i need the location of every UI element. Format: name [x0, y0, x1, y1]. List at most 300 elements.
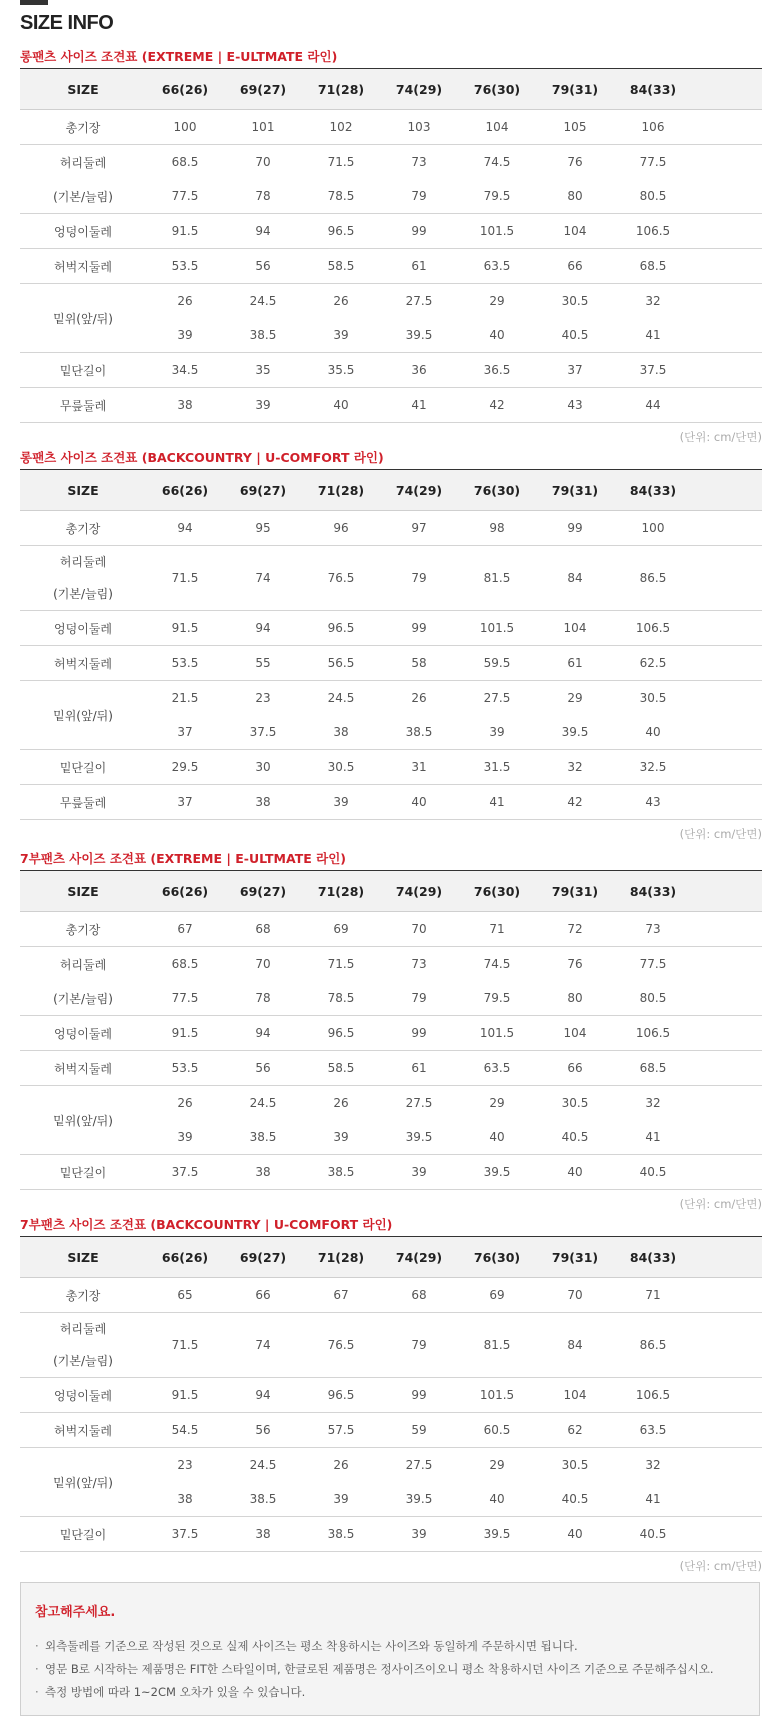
- table-row: [20, 1378, 762, 1413]
- table-cell: 32: [536, 750, 614, 785]
- table-cell: 58.5: [302, 249, 380, 284]
- table-cell: 80: [536, 981, 614, 1016]
- row-label: (기본/늘림): [20, 981, 146, 1016]
- table-cell: 59: [380, 1413, 458, 1448]
- table-cell: 91.5: [146, 214, 224, 249]
- table-row: [20, 912, 762, 947]
- table-cell: 91.5: [146, 611, 224, 646]
- table-cell: 99: [380, 611, 458, 646]
- table-cell: 24.5: [249, 1458, 277, 1472]
- table-cell: 26: [333, 294, 349, 308]
- table-header-row: [20, 470, 762, 511]
- column-header: SIZE: [20, 1237, 146, 1278]
- table-cell: 41: [614, 1120, 692, 1155]
- table-cell: 38: [146, 1482, 224, 1517]
- table-cell: 26: [333, 1096, 349, 1110]
- row-label: 총기장: [20, 110, 146, 145]
- row-label: 밑단길이: [20, 1155, 146, 1190]
- table-cell: 40: [380, 785, 458, 820]
- table-cell: 39: [380, 1517, 458, 1552]
- column-header: 71(28): [302, 69, 380, 110]
- page-title: SIZE INFO: [20, 12, 114, 34]
- table-row: [20, 511, 762, 546]
- table-cell: 73: [614, 912, 692, 947]
- table-cell: 96.5: [302, 1016, 380, 1051]
- table-cell: 80.5: [614, 179, 692, 214]
- row-label: 무릎둘레: [20, 785, 146, 820]
- table-cell: 101.5: [458, 611, 536, 646]
- notes-list: [35, 1635, 714, 1704]
- table-header-row: [20, 1237, 762, 1278]
- table-cell: 103: [380, 110, 458, 145]
- table-row: [20, 1086, 762, 1121]
- table-cell: 101: [224, 110, 302, 145]
- table-cell: 43: [536, 388, 614, 423]
- column-header: 84(33): [614, 1237, 692, 1278]
- table-cell: 68: [224, 912, 302, 947]
- column-header: 84(33): [614, 470, 692, 511]
- table-cell: 101.5: [458, 1016, 536, 1051]
- table-cell: 76.5: [302, 1313, 380, 1378]
- table-cell: 39: [302, 318, 380, 353]
- row-label: 밑위(앞/뒤): [20, 1448, 146, 1517]
- row-label: 총기장: [20, 511, 146, 546]
- column-header: 71(28): [302, 470, 380, 511]
- table-cell: 61: [380, 1051, 458, 1086]
- row-label: (기본/늘림): [20, 179, 146, 214]
- table-cell: 79: [380, 1313, 458, 1378]
- table-cell: 79: [380, 546, 458, 611]
- column-header-spacer: [692, 470, 762, 511]
- table-cell: 60.5: [458, 1413, 536, 1448]
- table-cell: 84: [536, 1313, 614, 1378]
- table-cell: 74.5: [483, 957, 511, 971]
- table-cell: 68.5: [614, 249, 692, 284]
- table-cell: 73: [411, 957, 427, 971]
- row-label: 밑위(앞/뒤): [20, 1086, 146, 1155]
- table-row: [20, 388, 762, 423]
- table-cell: 38.5: [302, 1517, 380, 1552]
- table-cell: 40.5: [614, 1517, 692, 1552]
- table-row: [20, 1517, 762, 1552]
- note-item: · 측정 방법에 따라 1~2CM 오차가 있을 수 있습니다.: [35, 1685, 306, 1699]
- column-header: SIZE: [20, 871, 146, 912]
- table-cell: 94: [224, 1016, 302, 1051]
- table-cell: 36.5: [458, 353, 536, 388]
- table-cell: 91.5: [146, 1378, 224, 1413]
- table-cell: 84: [536, 546, 614, 611]
- table-cell: 37.5: [146, 1517, 224, 1552]
- table-cell: 39.5: [458, 1155, 536, 1190]
- table-cell: 104: [458, 110, 536, 145]
- table-cell: 30.5: [302, 750, 380, 785]
- table-cell: 100: [146, 110, 224, 145]
- table-cell: 39: [146, 318, 224, 353]
- note-item: · 외측둘레를 기준으로 작성된 것으로 실제 사이즈는 평소 착용하시는 사이즈와 동일하게 주문하시면 됩니다.: [35, 1639, 578, 1653]
- table-cell: 71: [614, 1278, 692, 1313]
- row-label: 허리둘레 (기본/늘림): [20, 1313, 146, 1378]
- table-row: [20, 110, 762, 145]
- table-cell: 66: [536, 249, 614, 284]
- table-row: [20, 646, 762, 681]
- column-header: 66(26): [146, 470, 224, 511]
- table-cell: 32: [645, 294, 661, 308]
- table-cell: 69: [302, 912, 380, 947]
- table-cell: 56: [224, 1413, 302, 1448]
- table-row: [20, 1448, 762, 1483]
- table-cell: 40: [536, 1155, 614, 1190]
- size-table: [20, 870, 762, 1190]
- table-cell: 37.5: [146, 1155, 224, 1190]
- table-cell: 26: [177, 294, 193, 308]
- unit-label: (단위: cm/단면): [679, 430, 762, 444]
- table-cell: 81.5: [458, 546, 536, 611]
- table-cell: 71: [458, 912, 536, 947]
- table-row: [20, 785, 762, 820]
- column-header: SIZE: [20, 69, 146, 110]
- table-cell: 71.5: [327, 957, 355, 971]
- table-cell: 76: [567, 155, 583, 169]
- table-cell: 101.5: [458, 214, 536, 249]
- table-cell: 30.5: [639, 691, 667, 705]
- table-cell: 37: [146, 785, 224, 820]
- table-cell: 68.5: [614, 1051, 692, 1086]
- table-cell: 78: [224, 981, 302, 1016]
- table-cell: 24.5: [249, 1096, 277, 1110]
- table-cell: 42: [458, 388, 536, 423]
- table-cell: 77.5: [639, 155, 667, 169]
- table-cell: 27.5: [405, 1458, 433, 1472]
- row-label: 허벅지둘레: [20, 1413, 146, 1448]
- table-cell: 21.5: [171, 691, 199, 705]
- table-cell: 30.5: [561, 1096, 589, 1110]
- table-cell: 69: [458, 1278, 536, 1313]
- column-header: 79(31): [536, 871, 614, 912]
- table-cell: 27.5: [483, 691, 511, 705]
- table-cell: 38.5: [380, 715, 458, 750]
- row-label: 허벅지둘레: [20, 1051, 146, 1086]
- table-cell: 39.5: [380, 318, 458, 353]
- table-row: [20, 1155, 762, 1190]
- row-label: 밑위(앞/뒤): [20, 681, 146, 750]
- table-cell: 99: [380, 214, 458, 249]
- header-accent-bar: [20, 0, 48, 5]
- table-cell: 67: [146, 912, 224, 947]
- column-header: 71(28): [302, 1237, 380, 1278]
- table-cell: 70: [536, 1278, 614, 1313]
- table-cell: 68.5: [171, 155, 199, 169]
- table-cell: 70: [255, 155, 271, 169]
- table-cell: 29: [489, 1096, 505, 1110]
- column-header: 74(29): [380, 1237, 458, 1278]
- table-cell: 39.5: [458, 1517, 536, 1552]
- table-cell: 79: [380, 179, 458, 214]
- table-cell: 58.5: [302, 1051, 380, 1086]
- column-header: 69(27): [224, 470, 302, 511]
- table-cell: 71.5: [146, 1313, 224, 1378]
- table-cell: 99: [380, 1378, 458, 1413]
- table-cell: 62.5: [614, 646, 692, 681]
- row-label: 엉덩이둘레: [20, 611, 146, 646]
- row-label: 밑단길이: [20, 750, 146, 785]
- table-cell: 37.5: [614, 353, 692, 388]
- column-header: 79(31): [536, 69, 614, 110]
- table-cell: 27.5: [405, 294, 433, 308]
- column-header: 74(29): [380, 871, 458, 912]
- column-header-spacer: [692, 871, 762, 912]
- table-row: [20, 1313, 762, 1378]
- row-label: 허리둘레 (기본/늘림): [20, 546, 146, 611]
- table-cell: 23: [255, 691, 271, 705]
- table-cell: 76.5: [302, 546, 380, 611]
- table-cell: 29: [489, 1458, 505, 1472]
- table-cell: 30.5: [561, 294, 589, 308]
- table-cell: 101.5: [458, 1378, 536, 1413]
- table-cell: 63.5: [458, 1051, 536, 1086]
- table-cell: 26: [333, 1458, 349, 1472]
- table-cell: 38: [224, 1155, 302, 1190]
- table-cell: 78.5: [302, 179, 380, 214]
- table-cell: 61: [380, 249, 458, 284]
- table-cell: 79: [380, 981, 458, 1016]
- table-cell: 40.5: [536, 1482, 614, 1517]
- table-cell: 98: [458, 511, 536, 546]
- table-cell: 68: [380, 1278, 458, 1313]
- table-cell: 40.5: [536, 318, 614, 353]
- column-header-spacer: [692, 1237, 762, 1278]
- column-header: 66(26): [146, 871, 224, 912]
- table-cell: 80.5: [614, 981, 692, 1016]
- table-cell: 79.5: [458, 981, 536, 1016]
- column-header: 79(31): [536, 1237, 614, 1278]
- column-header: 84(33): [614, 69, 692, 110]
- table-cell: 104: [536, 611, 614, 646]
- table-cell: 104: [536, 1016, 614, 1051]
- table-cell: 56: [224, 1051, 302, 1086]
- table-cell: 38: [224, 785, 302, 820]
- table-cell: 74: [224, 1313, 302, 1378]
- table-cell: 77.5: [146, 179, 224, 214]
- table-cell: 105: [536, 110, 614, 145]
- table-cell: 37: [536, 353, 614, 388]
- table-cell: 40.5: [614, 1155, 692, 1190]
- table-cell: 34.5: [146, 353, 224, 388]
- table-cell: 35: [224, 353, 302, 388]
- row-label: 총기장: [20, 1278, 146, 1313]
- table-row: [20, 214, 762, 249]
- table-cell: 68.5: [171, 957, 199, 971]
- table-cell: 39: [302, 1482, 380, 1517]
- table-cell: 74.5: [483, 155, 511, 169]
- table-cell: 37.5: [224, 715, 302, 750]
- table-cell: 96.5: [302, 1378, 380, 1413]
- size-table-title: 롱팬츠 사이즈 조견표 (EXTREME | E-ULTMATE 라인): [20, 49, 338, 64]
- table-row: [20, 284, 762, 319]
- table-cell: 78.5: [302, 981, 380, 1016]
- table-cell: 35.5: [302, 353, 380, 388]
- table-cell: 86.5: [614, 546, 692, 611]
- table-cell: 56: [224, 249, 302, 284]
- table-row: [20, 353, 762, 388]
- column-header: 76(30): [458, 871, 536, 912]
- table-row: [20, 947, 762, 982]
- table-cell: 61: [536, 646, 614, 681]
- row-label: 밑단길이: [20, 353, 146, 388]
- table-cell: 99: [536, 511, 614, 546]
- unit-label: (단위: cm/단면): [679, 1197, 762, 1211]
- table-row: [20, 249, 762, 284]
- table-cell: 65: [146, 1278, 224, 1313]
- table-cell: 77.5: [146, 981, 224, 1016]
- table-cell: 39.5: [380, 1120, 458, 1155]
- table-cell: 39: [146, 1120, 224, 1155]
- table-cell: 91.5: [146, 1016, 224, 1051]
- table-cell: 73: [411, 155, 427, 169]
- table-cell: 39: [224, 388, 302, 423]
- column-header: 84(33): [614, 871, 692, 912]
- table-cell: 106: [614, 110, 692, 145]
- column-header: 74(29): [380, 69, 458, 110]
- table-cell: 41: [614, 1482, 692, 1517]
- row-label: 무릎둘레: [20, 388, 146, 423]
- column-header: 74(29): [380, 470, 458, 511]
- table-cell: 79.5: [458, 179, 536, 214]
- table-cell: 40: [458, 1482, 536, 1517]
- table-cell: 40: [458, 1120, 536, 1155]
- table-cell: 102: [302, 110, 380, 145]
- size-table: [20, 469, 762, 820]
- table-cell: 94: [224, 1378, 302, 1413]
- table-row: [20, 750, 762, 785]
- column-header: 79(31): [536, 470, 614, 511]
- table-cell: 38.5: [224, 1120, 302, 1155]
- column-header: SIZE: [20, 470, 146, 511]
- table-cell: 95: [224, 511, 302, 546]
- notes-title: 참고해주세요.: [35, 1605, 116, 1620]
- table-cell: 53.5: [146, 249, 224, 284]
- column-header: 76(30): [458, 1237, 536, 1278]
- table-cell: 70: [255, 957, 271, 971]
- table-cell: 106.5: [614, 1378, 692, 1413]
- table-cell: 40: [458, 318, 536, 353]
- table-cell: 40: [614, 715, 692, 750]
- table-cell: 39: [302, 785, 380, 820]
- table-row: [20, 1413, 762, 1448]
- table-cell: 42: [536, 785, 614, 820]
- table-cell: 99: [380, 1016, 458, 1051]
- unit-label: (단위: cm/단면): [679, 1559, 762, 1573]
- row-label: 엉덩이둘레: [20, 1016, 146, 1051]
- table-cell: 24.5: [327, 691, 355, 705]
- table-cell: 55: [224, 646, 302, 681]
- table-cell: 39: [380, 1155, 458, 1190]
- table-cell: 41: [614, 318, 692, 353]
- table-cell: 31.5: [458, 750, 536, 785]
- table-cell: 74: [224, 546, 302, 611]
- table-row: [20, 1016, 762, 1051]
- table-cell: 66: [536, 1051, 614, 1086]
- table-cell: 26: [177, 1096, 193, 1110]
- table-cell: 30: [224, 750, 302, 785]
- table-row: [20, 611, 762, 646]
- table-cell: 63.5: [458, 249, 536, 284]
- table-cell: 32: [645, 1096, 661, 1110]
- table-cell: 41: [380, 388, 458, 423]
- table-cell: 41: [458, 785, 536, 820]
- table-cell: 63.5: [614, 1413, 692, 1448]
- table-cell: 59.5: [458, 646, 536, 681]
- table-cell: 106.5: [614, 611, 692, 646]
- table-cell: 96.5: [302, 214, 380, 249]
- table-cell: 81.5: [458, 1313, 536, 1378]
- size-table: [20, 1236, 762, 1552]
- unit-label: (단위: cm/단면): [679, 827, 762, 841]
- table-cell: 39.5: [536, 715, 614, 750]
- row-label: 엉덩이둘레: [20, 1378, 146, 1413]
- table-cell: 39.5: [380, 1482, 458, 1517]
- table-row: [20, 179, 762, 214]
- row-label: 허벅지둘레: [20, 249, 146, 284]
- table-cell: 31: [380, 750, 458, 785]
- table-row: [20, 1051, 762, 1086]
- size-table: [20, 68, 762, 423]
- table-cell: 32.5: [614, 750, 692, 785]
- table-cell: 104: [536, 214, 614, 249]
- row-label: 엉덩이둘레: [20, 214, 146, 249]
- table-cell: 57.5: [302, 1413, 380, 1448]
- table-cell: 29.5: [146, 750, 224, 785]
- table-cell: 43: [614, 785, 692, 820]
- table-cell: 71.5: [327, 155, 355, 169]
- table-cell: 76: [567, 957, 583, 971]
- table-cell: 77.5: [639, 957, 667, 971]
- size-table-title: 7부팬츠 사이즈 조견표 (EXTREME | E-ULTMATE 라인): [20, 851, 346, 866]
- column-header: 76(30): [458, 69, 536, 110]
- table-cell: 27.5: [405, 1096, 433, 1110]
- table-cell: 38: [224, 1517, 302, 1552]
- table-cell: 38: [302, 715, 380, 750]
- table-cell: 44: [614, 388, 692, 423]
- notes-box: [20, 1582, 760, 1716]
- column-header: 66(26): [146, 1237, 224, 1278]
- table-cell: 96: [302, 511, 380, 546]
- column-header: 76(30): [458, 470, 536, 511]
- table-cell: 37: [146, 715, 224, 750]
- table-cell: 29: [489, 294, 505, 308]
- table-cell: 78: [224, 179, 302, 214]
- size-table-title: 롱팬츠 사이즈 조견표 (BACKCOUNTRY | U-COMFORT 라인): [20, 450, 384, 465]
- table-cell: 58: [380, 646, 458, 681]
- table-cell: 66: [224, 1278, 302, 1313]
- row-label: 밑단길이: [20, 1517, 146, 1552]
- size-table-title: 7부팬츠 사이즈 조견표 (BACKCOUNTRY | U-COMFORT 라인): [20, 1217, 393, 1232]
- table-cell: 67: [302, 1278, 380, 1313]
- table-cell: 94: [224, 214, 302, 249]
- table-header-row: [20, 871, 762, 912]
- table-cell: 23: [177, 1458, 193, 1472]
- row-label: 밑위(앞/뒤): [20, 284, 146, 353]
- table-cell: 38: [146, 388, 224, 423]
- table-cell: 30.5: [561, 1458, 589, 1472]
- row-label: 허리둘레: [59, 155, 107, 170]
- column-header: 69(27): [224, 1237, 302, 1278]
- column-header: 69(27): [224, 871, 302, 912]
- table-cell: 96.5: [302, 611, 380, 646]
- table-header-row: [20, 69, 762, 110]
- table-cell: 36: [380, 353, 458, 388]
- table-cell: 53.5: [146, 1051, 224, 1086]
- row-label: 허리둘레: [59, 957, 107, 972]
